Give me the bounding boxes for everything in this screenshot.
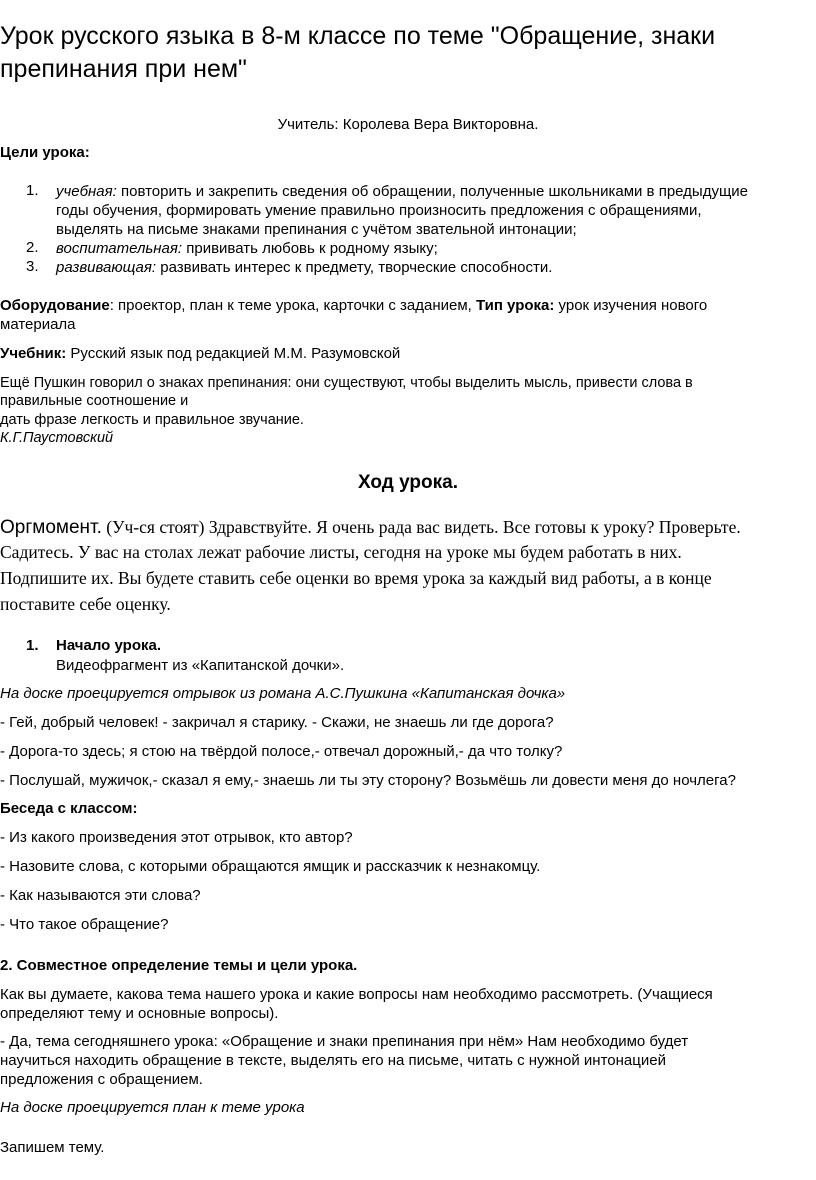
goal-1-text <box>56 182 748 239</box>
quote-line-2: правильные соотношение и <box>0 393 189 409</box>
course-heading: Ход урока. <box>357 472 458 493</box>
write-topic: Запишем тему. <box>0 1139 105 1156</box>
goal-3-line-1: развивать интерес к предмету, творческие способности. <box>156 259 553 276</box>
orgmoment-line-3: Подпишите их. Вы будете ставить себе оценки во время урока за каждый вид работы, а в конце <box>0 568 712 588</box>
equipment-text: : проектор, план к теме урока, карточки с заданием, <box>109 297 477 314</box>
section-1-number: 1. <box>26 637 39 654</box>
section-2-p1-line-1: Как вы думаете, какова тема нашего урока и какие вопросы нам необходимо рассмотреть. (Учащиеся <box>0 986 713 1003</box>
section-2-p1-line-2: определяют тему и основные вопросы). <box>0 1005 279 1022</box>
goal-2-line-1: прививать любовь к родному языку; <box>182 240 438 257</box>
equipment-line-1 <box>0 297 707 315</box>
section-2-p2-line-3: предложения с обращением. <box>0 1071 203 1088</box>
textbook-line <box>0 345 400 363</box>
orgmoment-text-1: (Уч-ся стоят) Здравствуйте. Я очень рада вас видеть. Все готовы к уроку? Проверьте. <box>101 517 741 537</box>
goal-2-kind: воспитательная: <box>56 240 183 257</box>
talk-heading: Беседа с классом: <box>0 800 138 817</box>
textbook-text: Русский язык под редакцией М.М. Разумовской <box>66 345 401 362</box>
orgmoment-label: Оргмомент. <box>0 517 102 538</box>
section-2-p2-line-1: - Да, тема сегодняшнего урока: «Обращение и знаки препинания при нём» Нам необходимо будет <box>0 1033 689 1050</box>
lesson-type-label: Тип урока: <box>476 297 555 314</box>
quote-author: К.Г.Паустовский <box>0 430 114 446</box>
question-3: - Как называются эти слова? <box>0 887 201 904</box>
quote-line-3: дать фразе легкость и правильное звучание. <box>0 412 304 428</box>
dialogue-line-1: - Гей, добрый человек! - закричал я старику. - Скажи, не знаешь ли где дорога? <box>0 714 554 731</box>
goals-heading: Цели урока: <box>0 144 90 161</box>
goal-1-number: 1. <box>26 182 39 199</box>
question-4: - Что такое обращение? <box>0 916 169 933</box>
title-line-2: препинания при нем" <box>0 55 247 83</box>
quote-line-1: Ещё Пушкин говорил о знаках препинания: они существуют, чтобы выделить мысль, привести слова в <box>0 375 693 391</box>
goal-3-kind: развивающая: <box>56 259 157 276</box>
equipment-label: Оборудование <box>0 297 110 314</box>
section-1-sub: Видеофрагмент из «Капитанской дочки». <box>56 657 345 674</box>
goal-1-line-2: годы обучения, формировать умение правильно произносить предложения с обращениями, <box>56 202 702 219</box>
dialogue-line-2: - Дорога-то здесь; я стою на твёрдой полосе,- отвечал дорожный,- да что толку? <box>0 743 563 760</box>
goal-1-kind: учебная: <box>56 183 117 200</box>
dialogue-line-3: - Послушай, мужичок,- сказал я ему,- знаешь ли ты эту сторону? Возьмёшь ли довести меня до ночлега? <box>0 772 736 789</box>
board-note: На доске проецируется отрывок из романа А.С.Пушкина «Капитанская дочка» <box>0 685 566 702</box>
orgmoment-line-2: Садитесь. У вас на столах лежат рабочие листы, сегодня на уроке мы будем работать в них. <box>0 542 682 562</box>
textbook-label: Учебник: <box>0 345 67 362</box>
goal-3-text <box>56 258 552 277</box>
section-2-p2-line-2: научиться находить обращение в тексте, выделять его на письме, читать с нужной интонацией <box>0 1052 666 1069</box>
orgmoment-line-1 <box>0 514 741 540</box>
equipment-line-2: материала <box>0 316 76 333</box>
goal-2-number: 2. <box>26 239 39 256</box>
plan-note: На доске проецируется план к теме урока <box>0 1099 305 1116</box>
section-1-title: Начало урока. <box>56 637 161 654</box>
orgmoment-line-4: поставите себе оценку. <box>0 594 171 614</box>
goal-1-line-3: выделять на письме знаками препинания с учётом звательной интонации; <box>56 221 577 238</box>
title-line-1: Урок русского языка в 8-м классе по теме "Обращение, знаки <box>0 22 716 50</box>
goal-1-line-1: повторить и закрепить сведения об обращении, полученные школьниками в предыдущие <box>116 183 749 200</box>
question-2: - Назовите слова, с которыми обращаются ямщик и рассказчик к незнакомцу. <box>0 858 541 875</box>
lesson-type-text: урок изучения нового <box>554 297 708 314</box>
section-2-heading: 2. Совместное определение темы и цели урока. <box>0 957 358 974</box>
teacher-line: Учитель: Королева Вера Викторовна. <box>277 116 539 133</box>
goal-2-text <box>56 239 438 258</box>
goal-3-number: 3. <box>26 258 39 275</box>
question-1: - Из какого произведения этот отрывок, кто автор? <box>0 829 353 846</box>
